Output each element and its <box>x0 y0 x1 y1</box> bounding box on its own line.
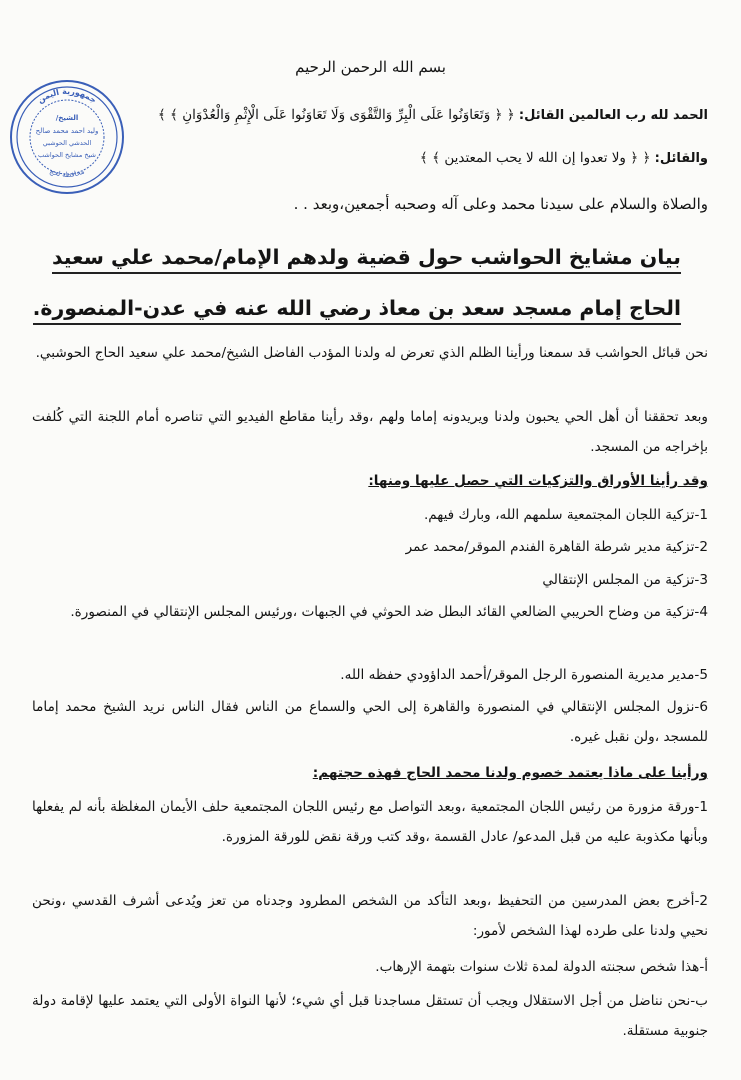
list-item: ب-نحن نناضل من أجل الاستقلال ويجب أن تستقل مساجدنا قبل أي شيء؛ لأنها النواة الأولى التي يعتمد عليها لإقامة دولة جنوبية مستقلة. <box>32 993 708 1039</box>
svg-text:الشيخ/: الشيخ/ <box>55 114 79 122</box>
list-item: أ-هذا شخص سجنته الدولة لمدة ثلاث سنوات بتهمة الإرهاب. <box>375 959 708 975</box>
svg-text:جمهورية اليمن: جمهورية اليمن <box>35 86 99 106</box>
list-item: 2-أخرج بعض المدرسين من التحفيظ ،وبعد التأكد من الشخص المطرود وجدناه من تعز ويُدعى أشرف القدسي ،ونحن نحيي ولدنا على طرده لهذا الشخص لأمور: <box>32 893 708 939</box>
basmala: بسم الله الرحمن الرحيم <box>295 58 446 76</box>
section-2-heading: ورأينا على ماذا يعتمد خصوم ولدنا محمد الحاج فهذه حجتهم: <box>312 765 708 781</box>
official-stamp <box>8 78 126 196</box>
list-item: 2-تزكية مدير شرطة القاهرة الفندم الموقر/محمد عمر <box>405 539 708 555</box>
list-item: 6-نزول المجلس الإنتقالي في المنصورة والقاهرة إلى الحي والسماع من الناس فقال الناس نريد الشيخ محمد إماما للمسجد ،ولن نقبل غيره. <box>32 699 708 745</box>
saying-line <box>138 150 708 166</box>
saying-label: والقائل: <box>654 151 708 166</box>
section-1-heading: وقد رأينا الأوراق والتزكيات التي حصل عليها ومنها: <box>368 473 708 489</box>
svg-text:محافظة لحج: محافظة لحج <box>48 167 86 179</box>
title-line-1: بيان مشايخ الحواشب حول قضية ولدهم الإمام/محمد علي سعيد <box>51 245 681 269</box>
list-item: 3-تزكية من المجلس الإنتقالي <box>542 572 708 588</box>
list-item: 5-مدير مديرية المنصورة الرجل الموقر/أحمد الداؤودي حفظه الله. <box>340 667 708 683</box>
praise-verse: ﴿ ﴿ وَتَعَاوَنُوا عَلَى الْبِرِّ وَالتَّقْوَى وَلَا تَعَاوَنُوا عَلَى الْإِثْمِ وَالْعُدْوَانِ ﴾ ﴾ <box>157 107 515 123</box>
intro-paragraph: نحن قبائل الحواشب قد سمعنا ورأينا الظلم الذي تعرض له ولدنا المؤدب الفاضل الشيخ/محمد علي سعيد الحاج الحوشبي. <box>35 345 708 361</box>
praise-label: الحمد لله رب العالمين القائل: <box>518 108 708 123</box>
salutation: والصلاة والسلام على سيدنا محمد وعلى آله وصحبه أجمعين،وبعد . . <box>293 195 708 213</box>
saying-verse: ﴿ ﴿ ولا تعدوا إن الله لا يحب المعتدين ﴾ ﴾ <box>419 150 651 166</box>
praise-line <box>138 107 708 123</box>
list-item: 1-ورقة مزورة من رئيس اللجان المجتمعية ،وبعد التواصل مع رئيس اللجان المجتمعية حلف الأيمان المغلظة بأنه لم يفعلها وبأنها مكذوبة عليه من قبل المدعو/ عادل القسمة ،وقد كتب ورقة نقض للورقة المزورة. <box>32 799 708 845</box>
svg-text:شيخ مشايخ الحواشب: شيخ مشايخ الحواشب <box>38 151 96 159</box>
list-item: 4-تزكية من وضاح الحريبي الضالعي القائد البطل ضد الحوثي في الجبهات ،ورئيس المجلس الإنتقالي في المنصورة. <box>70 604 708 620</box>
list-item: 1-تزكية اللجان المجتمعية سلمهم الله، وبارك فيهم. <box>423 507 708 523</box>
verification-paragraph: وبعد تحققنا أن أهل الحي يحبون ولدنا ويريدونه إماما ولهم ،وقد رأينا مقاطع الفيديو التي تناصره أمام اللجنة التي كُلفت بإخراجه من المسجد. <box>32 409 708 455</box>
svg-text:وليد احمد محمد صالح: وليد احمد محمد صالح <box>35 127 99 135</box>
title-line-2: الحاج إمام مسجد سعد بن معاذ رضي الله عنه في عدن-المنصورة. <box>51 296 681 320</box>
svg-text:الحدشي الحوشبي: الحدشي الحوشبي <box>42 139 92 147</box>
